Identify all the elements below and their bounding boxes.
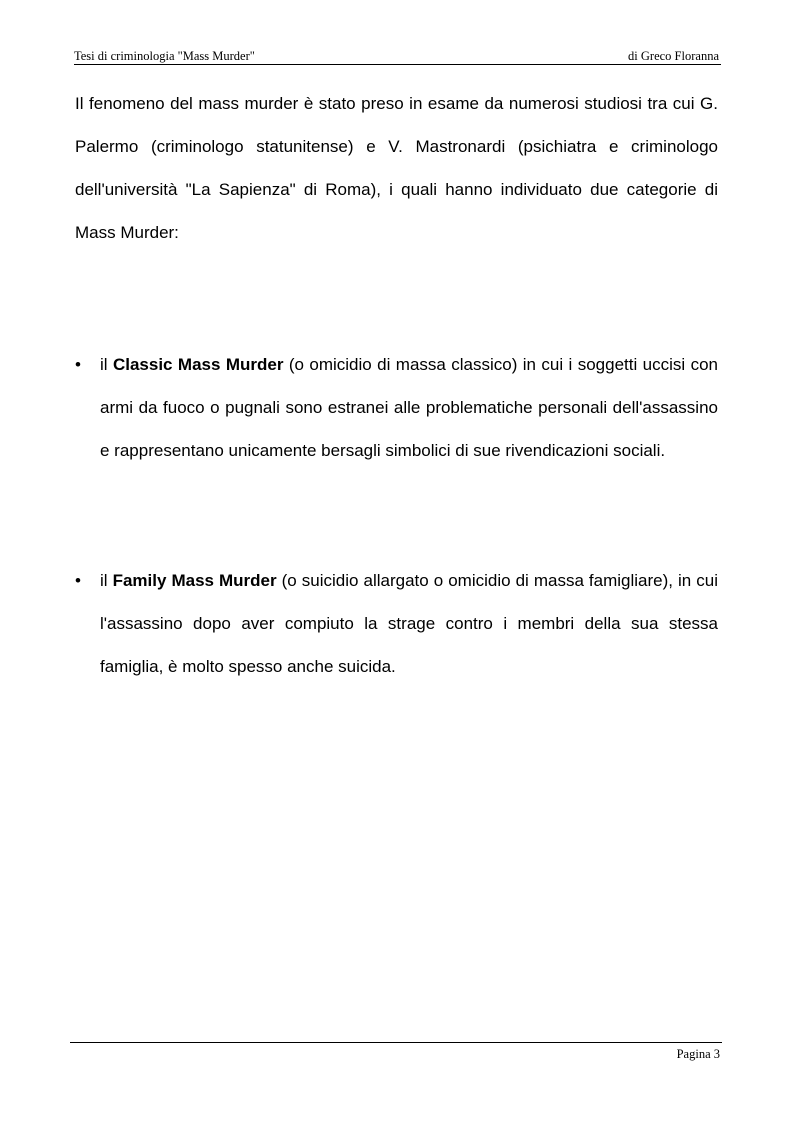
page-header bbox=[74, 48, 721, 65]
list-item-text bbox=[100, 559, 718, 688]
intro-paragraph: Il fenomeno del mass murder è stato preso in esame da numerosi studiosi tra cui G. Palermo (criminologo statunitense) e V. Mastronardi (psichiatra e criminologo dell'università "La Sapienza" di Roma), i quali hanno individuato due categorie di Mass Murder: bbox=[75, 94, 718, 242]
list-item-prefix: il bbox=[100, 355, 113, 374]
list-item bbox=[75, 343, 718, 472]
header-author: di Greco Floranna bbox=[628, 49, 719, 63]
list-item-description: (o suicidio allargato o omicidio di massa famigliare), in cui l'assassino dopo aver compiuto la strage contro i membri della sua stessa famiglia, è molto spesso anche suicida. bbox=[100, 571, 718, 676]
header-title: Tesi di criminologia "Mass Murder" bbox=[74, 49, 255, 63]
list-item-text bbox=[100, 343, 718, 472]
list-item-description: (o omicidio di massa classico) in cui i soggetti uccisi con armi da fuoco o pugnali sono estranei alle problematiche personali dell'assassino e rappresentano unicamente bersagli simbolici di sue rivendicazioni sociali. bbox=[100, 355, 718, 460]
page-footer bbox=[70, 1042, 722, 1061]
bullet-icon: • bbox=[75, 571, 81, 590]
list-item-term: Family Mass Murder bbox=[112, 571, 277, 590]
list-item-prefix: il bbox=[100, 571, 113, 590]
bullet-icon: • bbox=[75, 355, 81, 374]
list-item-term: Classic Mass Murder bbox=[112, 355, 284, 374]
list-item bbox=[75, 559, 718, 688]
page-number: Pagina 3 bbox=[676, 1047, 720, 1061]
